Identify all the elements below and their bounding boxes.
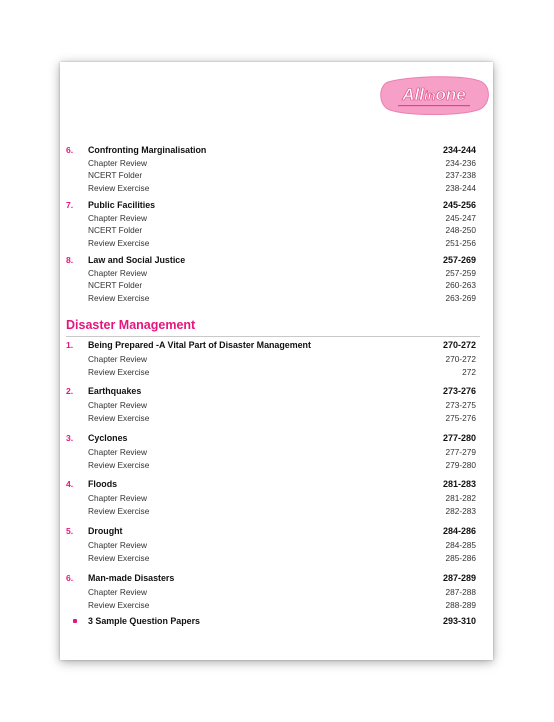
svg-text:Allinone: Allinone [402,85,466,104]
sub-entry-title: Chapter Review [88,399,148,410]
chapter-title: Man-made Disasters [88,573,175,583]
toc-chapter-entry [66,254,480,266]
toc-sub-entry [66,224,480,236]
chapter-number: 6. [66,145,74,155]
chapter-title: Floods [88,479,118,489]
chapter-number: 4. [66,479,74,489]
page-range: 284-285 [445,539,476,550]
toc-sub-entry [66,552,480,564]
sub-entry-title: Review Exercise [88,459,150,470]
page-range: 234-244 [442,145,476,155]
toc-chapter-entry [66,339,480,351]
toc-sub-entry [66,539,480,551]
page-range: 257-269 [442,255,476,265]
chapter-number: 6. [66,573,74,583]
bullet-icon [73,619,77,623]
toc-sub-entry [66,237,480,249]
toc-chapter-entry [66,385,480,397]
toc-sub-entry [66,212,480,224]
page-range: 273-276 [442,386,476,396]
document-page [60,62,493,660]
all-in-one-logo [378,76,490,116]
sub-entry-title: Review Exercise [88,412,150,423]
chapter-title: Confronting Marginalisation [88,145,207,155]
page-range: 284-286 [442,526,476,536]
page-range: 275-276 [445,412,476,423]
sample-question-papers-entry [66,615,480,627]
chapter-number: 8. [66,255,74,265]
sub-entry-title: NCERT Folder [88,280,143,291]
page-range: 237-238 [445,170,476,181]
page-range: 288-289 [445,599,476,610]
toc-sub-entry [66,366,480,378]
sub-entry-title: Review Exercise [88,292,150,303]
toc-sub-entry [66,182,480,194]
page-range: 257-259 [445,268,476,278]
logo-badge-icon [378,76,490,116]
sub-entry-title: Chapter Review [88,158,148,168]
chapter-title: Drought [88,526,123,536]
page-range: 248-250 [445,225,476,236]
page-range: 270-272 [442,340,476,350]
page-range: 287-288 [445,586,476,597]
toc-sub-entry [66,399,480,411]
toc-sub-entry [66,279,480,291]
toc-sub-entry [66,292,480,304]
toc-sub-entry [66,412,480,424]
page-range: 270-272 [445,353,476,364]
page-range: 282-283 [445,505,476,516]
sub-entry-title: Review Exercise [88,552,150,563]
page-range: 273-275 [445,399,476,410]
chapter-title: Cyclones [88,433,128,443]
page-range: 245-247 [445,213,476,223]
sub-entry-title: Chapter Review [88,492,148,503]
toc-sub-entry [66,586,480,598]
toc-sub-entry [66,267,480,279]
page-range: 272 [462,366,476,377]
page-range: 285-286 [445,552,476,563]
sub-entry-title: NCERT Folder [88,225,143,236]
toc-sub-entry [66,157,480,169]
page-range: 281-283 [442,479,476,489]
sub-entry-title: Chapter Review [88,353,148,364]
page-range: 287-289 [442,573,476,583]
chapter-number: 1. [66,340,74,350]
chapter-title: Law and Social Justice [88,255,186,265]
toc-chapter-entry [66,478,480,490]
sub-entry-title: Chapter Review [88,268,148,278]
sub-entry-title: Chapter Review [88,539,148,550]
page-range: 260-263 [445,280,476,291]
toc-sub-entry [66,505,480,517]
page-range: 245-256 [442,200,476,210]
chapter-number: 3. [66,433,74,443]
toc-sub-entry [66,492,480,504]
toc-sub-entry [66,459,480,471]
chapter-title: Being Prepared -A Vital Part of Disaster Management [88,340,311,350]
toc-chapter-entry [66,144,480,156]
sub-entry-title: Review Exercise [88,599,150,610]
toc-sub-entry [66,353,480,365]
toc-sub-entry [66,169,480,181]
toc-chapter-entry [66,525,480,537]
sub-entry-title: Review Exercise [88,505,150,516]
toc-chapter-entry [66,572,480,584]
disaster-management-heading: Disaster Management [66,316,480,337]
sub-entry-title: NCERT Folder [88,170,143,181]
toc-chapter-entry [66,432,480,444]
chapter-title: 3 Sample Question Papers [88,616,200,626]
page-range: 277-279 [445,446,476,457]
chapter-title: Public Facilities [88,200,156,210]
page-range: 263-269 [445,292,476,303]
sub-entry-title: Chapter Review [88,213,148,223]
sub-entry-title: Chapter Review [88,446,148,457]
page-range: 238-244 [445,182,476,193]
page-range: 277-280 [442,433,476,443]
page-range: 234-236 [445,158,476,168]
toc-chapter-entry [66,199,480,211]
toc-sub-entry [66,446,480,458]
chapter-title: Earthquakes [88,386,142,396]
chapter-number: 7. [66,200,74,210]
sub-entry-title: Review Exercise [88,182,150,193]
sub-entry-title: Chapter Review [88,586,148,597]
sub-entry-title: Review Exercise [88,237,150,248]
page-range: 251-256 [445,237,476,248]
sub-entry-title: Review Exercise [88,366,150,377]
chapter-number: 2. [66,386,74,396]
page-range: 279-280 [445,459,476,470]
chapter-number: 5. [66,526,74,536]
page-range: 281-282 [445,492,476,503]
page-range: 293-310 [442,616,476,626]
toc-sub-entry [66,599,480,611]
